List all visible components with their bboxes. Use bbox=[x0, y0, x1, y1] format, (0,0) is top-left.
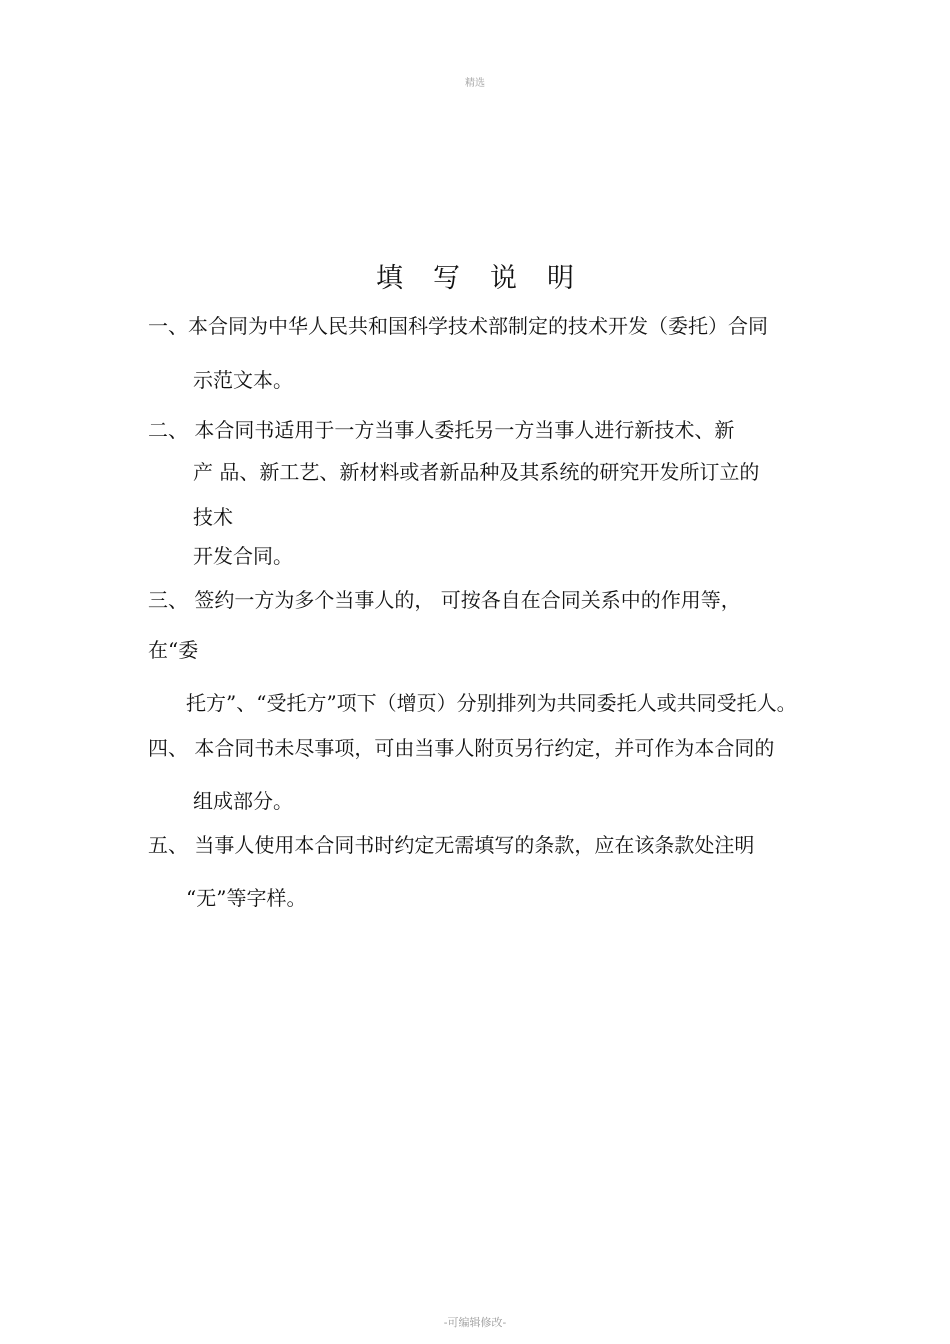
clause-2-line-3: 技术 bbox=[193, 505, 233, 529]
clause-3-line-3: 托方”、“受托方”项下（增页）分别排列为共同委托人或共同受托人。 bbox=[186, 691, 797, 715]
header-watermark: 精选 bbox=[465, 78, 485, 89]
clause-3-line-2: 在“委 bbox=[148, 638, 199, 662]
clause-3-line-1: 三、 签约一方为多个当事人的， 可按各自在合同关系中的作用等， bbox=[148, 588, 741, 612]
page-title: 填写说明 bbox=[376, 263, 604, 294]
clause-1-line-2: 示范文本。 bbox=[193, 368, 293, 392]
clause-2-line-2: 产 品、新工艺、新材料或者新品种及其系统的研究开发所订立的 bbox=[193, 460, 760, 484]
clause-4-line-2: 组成部分。 bbox=[193, 789, 293, 813]
footer-watermark: -可编辑修改- bbox=[443, 1316, 507, 1329]
clause-1-line-1: 一、本合同为中华人民共和国科学技术部制定的技术开发（委托）合同 bbox=[148, 314, 768, 338]
clause-5-line-1: 五、 当事人使用本合同书时约定无需填写的条款，应在该条款处注明 bbox=[148, 833, 755, 857]
clause-4-line-1: 四、 本合同书未尽事项，可由当事人附页另行约定，并可作为本合同的 bbox=[148, 736, 775, 760]
clause-2-line-4: 开发合同。 bbox=[193, 544, 293, 568]
clause-5-line-2: “无”等字样。 bbox=[186, 886, 307, 910]
clause-2-line-1: 二、 本合同书适用于一方当事人委托另一方当事人进行新技术、新 bbox=[148, 418, 735, 442]
